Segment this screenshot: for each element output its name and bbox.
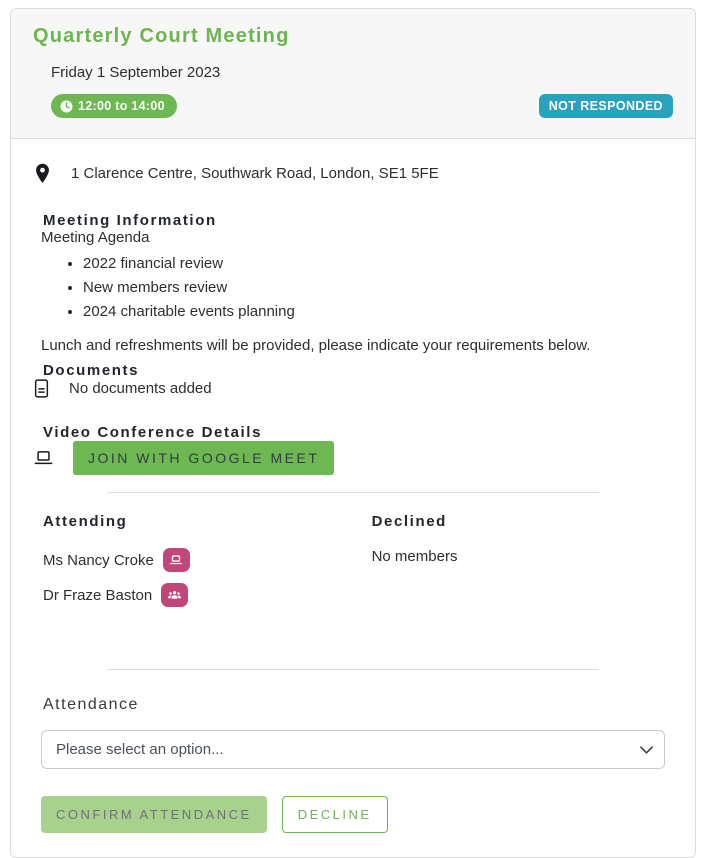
users-icon (161, 583, 188, 607)
map-pin-icon (34, 163, 51, 184)
time-badge-label: 12:00 to 14:00 (78, 99, 165, 113)
decline-button[interactable]: DECLINE (282, 796, 388, 833)
form-buttons (41, 796, 665, 833)
laptop-icon (163, 548, 190, 572)
meeting-details-card (10, 8, 696, 858)
location-row (34, 163, 665, 184)
status-badge: NOT RESPONDED (539, 94, 673, 118)
agenda-list (83, 256, 665, 319)
attendee-row (43, 583, 372, 607)
time-badge (51, 94, 177, 118)
no-documents-text: No documents added (69, 380, 212, 397)
attendee-row (43, 548, 372, 572)
meeting-header (11, 9, 695, 139)
agenda-title: Meeting Agenda (41, 229, 150, 246)
video-conference-row (34, 441, 665, 475)
clock-icon (60, 100, 73, 113)
attending-column (43, 513, 372, 618)
agenda-item: • 2024 charitable events planning (83, 304, 665, 319)
attendee-name: Ms Nancy Croke (43, 551, 154, 569)
join-google-meet-button[interactable]: JOIN WITH GOOGLE MEET (73, 441, 334, 475)
attendance-form (41, 670, 665, 833)
document-icon (34, 379, 49, 398)
refreshments-note: Lunch and refreshments will be provided, please indicate your requirements below. (41, 337, 591, 354)
declined-heading: Declined (371, 513, 447, 530)
agenda-item: • 2022 financial review (83, 256, 665, 271)
documents-row (34, 379, 665, 398)
meeting-body (11, 139, 695, 857)
video-conference-heading: Video Conference Details (43, 424, 263, 441)
agenda-item: • New members review (83, 280, 665, 295)
documents-heading: Documents (43, 362, 140, 379)
attendance-select-wrap (41, 730, 665, 769)
attendance-label: Attendance (43, 696, 139, 713)
no-members-text: No members (371, 548, 458, 565)
attendee-name: Dr Fraze Baston (43, 586, 153, 604)
attending-heading: Attending (43, 513, 128, 530)
meeting-location: 1 Clarence Centre, Southwark Road, London, SE1 5FE (71, 165, 439, 182)
badge-row (33, 94, 673, 118)
confirm-attendance-button[interactable]: CONFIRM ATTENDANCE (41, 796, 267, 833)
attendees-section (41, 493, 665, 652)
page-title: Quarterly Court Meeting (33, 25, 290, 47)
meeting-information-heading: Meeting Information (43, 212, 217, 229)
attendance-select[interactable] (41, 730, 665, 769)
meeting-date: Friday 1 September 2023 (51, 64, 221, 81)
declined-column (372, 513, 663, 618)
laptop-icon (34, 450, 53, 466)
